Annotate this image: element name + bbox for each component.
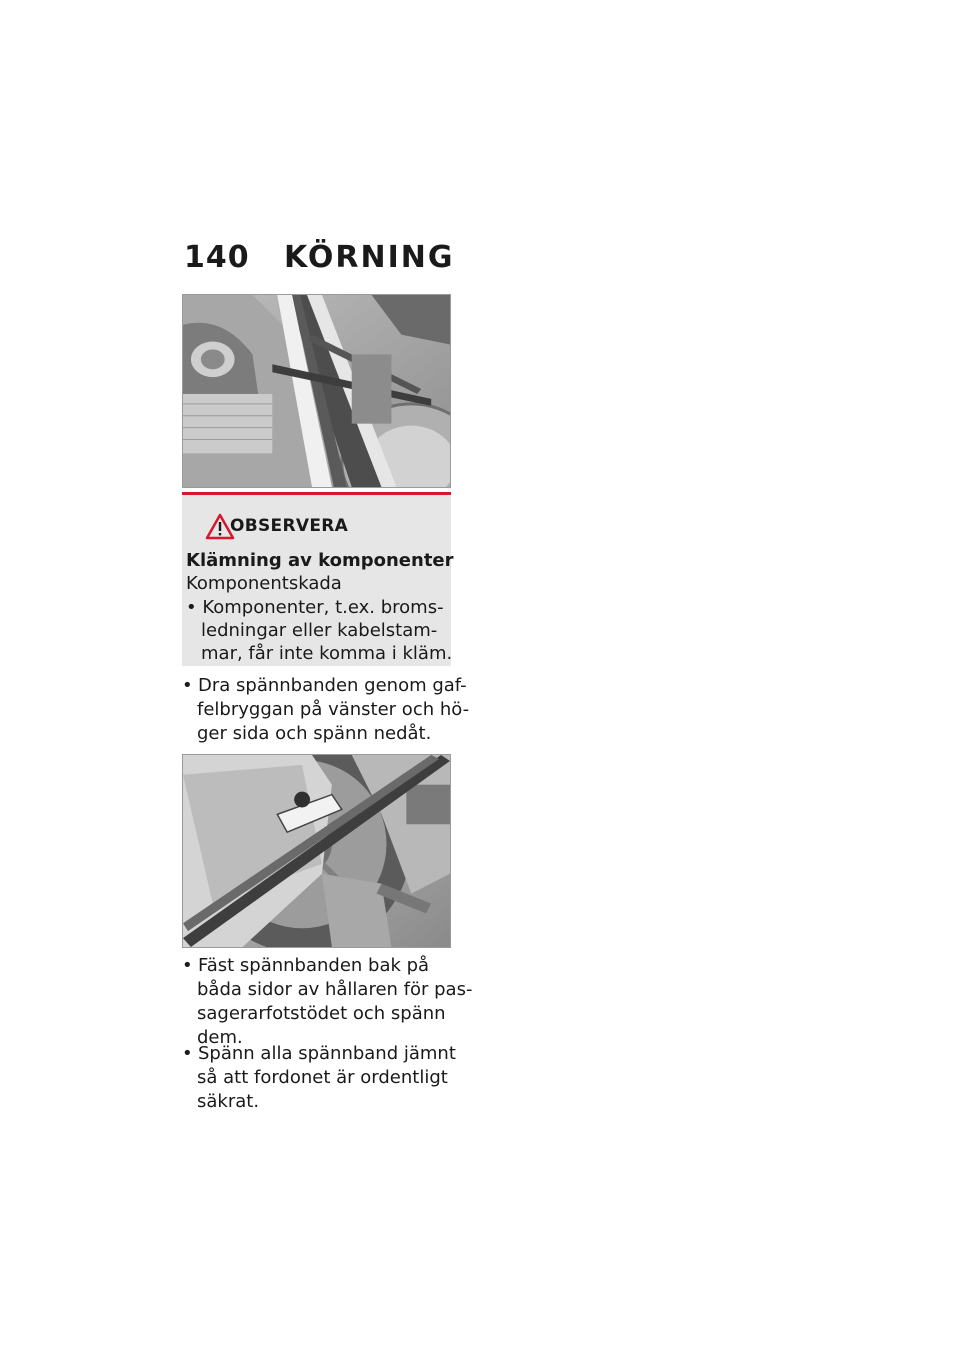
step-line: sagerarfotstödet och spänn [197,1003,446,1024]
step-line: Spänn alla spännband jämnt [198,1043,456,1064]
step-line: Fäst spännbanden bak på [198,955,430,976]
instruction-step [182,1042,456,1114]
notice-title: Klämning av komponenter [186,550,454,571]
step-line: Dra spännbanden genom gaf- [198,675,467,696]
chapter-title: KÖRNING [284,240,455,275]
notice-line: • Komponenter, t.ex. broms- [186,597,444,618]
step-line: dem. [197,1027,243,1048]
bullet: • [182,675,193,696]
notice-heading: OBSERVERA [230,516,349,536]
instruction-step [182,954,472,1050]
front-fork-strap-photo [182,294,451,488]
page-number: 140 [184,240,250,275]
notice-accent-rule [182,492,451,495]
rear-footrest-strap-photo [182,754,451,948]
notice-line: mar, får inte komma i kläm. [201,643,453,664]
notice-bullet-item [186,596,452,665]
notice-line: ledningar eller kabelstam- [201,620,438,641]
step-line: ger sida och spänn nedåt. [197,723,432,744]
notice-subtitle: Komponentskada [186,573,342,594]
bullet: • [182,1043,193,1064]
notice-box [182,492,454,666]
step-line: båda sidor av hållaren för pas- [197,979,473,1000]
step-line: så att fordonet är ordentligt [197,1067,448,1088]
step-line: säkrat. [197,1091,260,1112]
bullet: • [182,955,193,976]
step-line: felbryggan på vänster och hö- [197,699,470,720]
instruction-step [182,674,469,746]
